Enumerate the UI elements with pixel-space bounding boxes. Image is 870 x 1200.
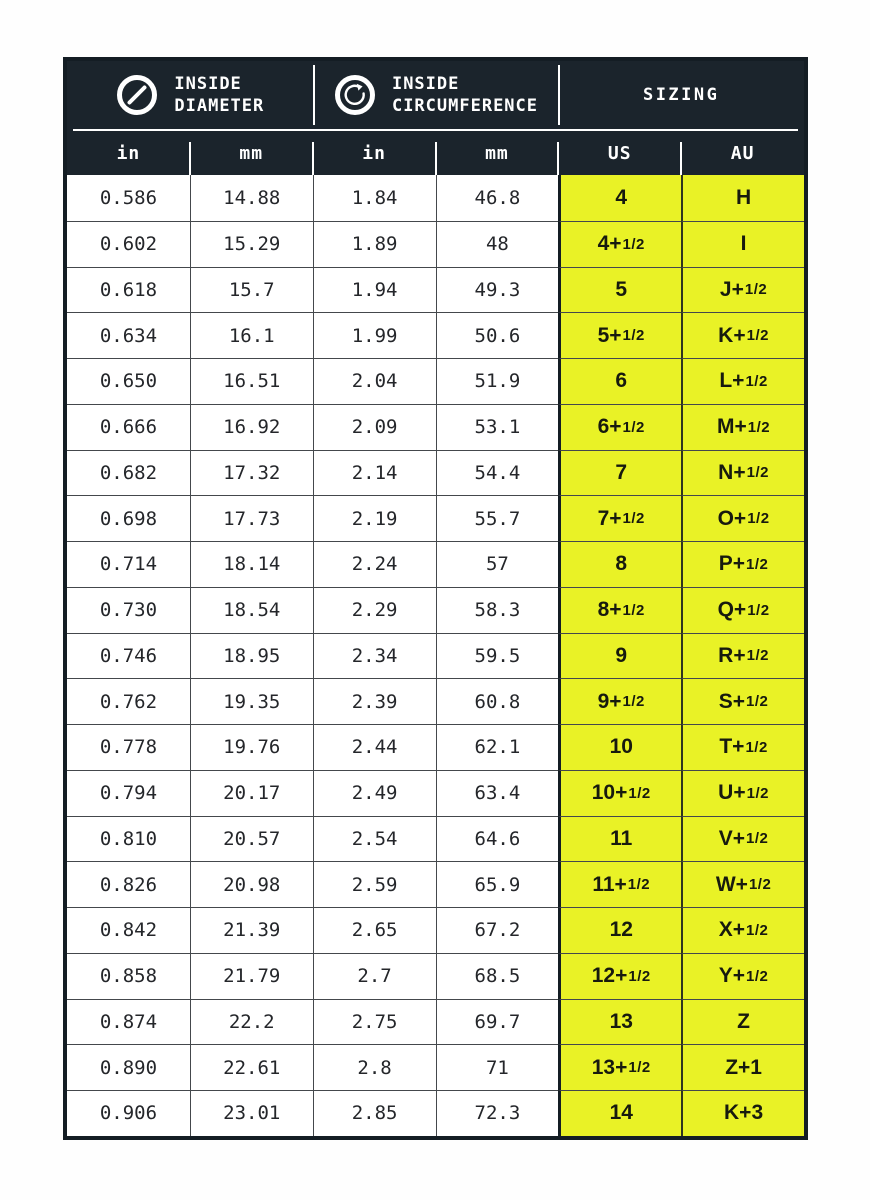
- cell-diameter-mm: 17.32: [190, 450, 313, 496]
- cell-circumference-mm: 64.6: [436, 816, 559, 862]
- cell-diameter-mm: 16.51: [190, 358, 313, 404]
- cell-size-au: S+ 1/2: [681, 678, 804, 724]
- column-header-row: [67, 131, 804, 175]
- sizing-label: SIZING: [642, 85, 720, 105]
- header-divider: [558, 65, 560, 125]
- column-header-circumference-mm: mm: [485, 142, 509, 164]
- cell-size-au: M+ 1/2: [681, 404, 804, 450]
- cell-size-au: H: [681, 175, 804, 221]
- cell-size-us: 7+ 1/2: [558, 495, 681, 541]
- cell-size-au: U+ 1/2: [681, 770, 804, 816]
- cell-circumference-mm: 55.7: [436, 495, 559, 541]
- cell-diameter-mm: 16.92: [190, 404, 313, 450]
- cell-diameter-in: 0.586: [99, 186, 158, 209]
- cell-size-us: 11+ 1/2: [558, 861, 681, 907]
- cell-circumference-mm: 54.4: [436, 450, 559, 496]
- cell-circumference-mm: 69.7: [436, 999, 559, 1045]
- cell-size-us: 13: [558, 999, 681, 1045]
- header-inside-circumference: [313, 73, 559, 117]
- cell-circumference-mm: 59.5: [436, 633, 559, 679]
- cell-size-us: 6+ 1/2: [558, 404, 681, 450]
- cell-diameter-mm: 18.95: [190, 633, 313, 679]
- column-header-au: AU: [730, 142, 755, 164]
- cell-diameter-mm: 23.01: [190, 1090, 313, 1136]
- cell-circumference-in: 2.24: [313, 541, 436, 587]
- cell-circumference-in: 2.54: [313, 816, 436, 862]
- cell-circumference-mm: 60.8: [436, 678, 559, 724]
- cell-size-au: O+ 1/2: [681, 495, 804, 541]
- cell-diameter-in: 0.650: [67, 358, 190, 404]
- cell-size-us: 8: [558, 541, 681, 587]
- cell-circumference-mm: 65.9: [436, 861, 559, 907]
- cell-size-au: R+ 1/2: [681, 633, 804, 679]
- cell-diameter-mm: 19.35: [190, 678, 313, 724]
- inside-diameter-label: INSIDE DIAMETER: [174, 73, 265, 116]
- cell-size-us: 10: [558, 724, 681, 770]
- cell-size-us: 6: [558, 358, 681, 404]
- cell-circumference-mm: 49.3: [436, 267, 559, 313]
- cell-size-au: K+ 1/2: [681, 312, 804, 358]
- cell-diameter-mm: 21.39: [190, 907, 313, 953]
- cell-size-us: 10+ 1/2: [558, 770, 681, 816]
- cell-circumference-mm: 46.8: [436, 175, 559, 221]
- column-header-us: US: [607, 142, 632, 164]
- cell-size-au: J+ 1/2: [681, 267, 804, 313]
- cell-size-us: 8+ 1/2: [558, 587, 681, 633]
- cell-diameter-in: 0.618: [67, 267, 190, 313]
- cell-circumference-mm: 48: [436, 221, 559, 267]
- cell-diameter-in: 0.634: [67, 312, 190, 358]
- cell-size-us: 14: [558, 1090, 681, 1136]
- header-inside-diameter: [67, 73, 313, 117]
- column-divider: [557, 142, 559, 175]
- cell-circumference-mm: 72.3: [436, 1090, 559, 1136]
- cell-size-au: T+ 1/2: [681, 724, 804, 770]
- cell-size-us: 11: [558, 816, 681, 862]
- cell-diameter-mm: 17.73: [190, 495, 313, 541]
- cell-size-us: 12: [558, 907, 681, 953]
- header-sizing: [558, 85, 804, 105]
- cell-diameter-in: 0.602: [67, 221, 190, 267]
- cell-circumference-in: 2.75: [313, 999, 436, 1045]
- cell-diameter-in: 0.906: [67, 1090, 190, 1136]
- cell-size-us: 9: [558, 633, 681, 679]
- header-divider: [313, 65, 315, 125]
- cell-circumference-mm: 68.5: [436, 953, 559, 999]
- cell-size-us: 13+ 1/2: [558, 1044, 681, 1090]
- cell-size-au: N+ 1/2: [681, 450, 804, 496]
- cell-diameter-mm: 22.2: [190, 999, 313, 1045]
- cell-size-au: K+3: [681, 1090, 804, 1136]
- cell-diameter-mm: 15.29: [190, 221, 313, 267]
- cell-size-au: L+ 1/2: [681, 358, 804, 404]
- cell-circumference-in: 2.04: [313, 358, 436, 404]
- cell-diameter-mm: 22.61: [190, 1044, 313, 1090]
- chart-header: [67, 61, 804, 129]
- cell-size-us: 7: [558, 450, 681, 496]
- cell-diameter-in: 0.730: [67, 587, 190, 633]
- column-header-diameter-in: in: [116, 142, 141, 164]
- cell-diameter-in: 0.842: [67, 907, 190, 953]
- cell-circumference-in: 2.14: [313, 450, 436, 496]
- column-header-circumference-in: in: [362, 142, 386, 164]
- cell-diameter-mm: 18.54: [190, 587, 313, 633]
- cell-diameter-in: 0.810: [67, 816, 190, 862]
- column-divider: [435, 142, 437, 175]
- cell-diameter-mm: 16.1: [190, 312, 313, 358]
- circumference-icon: [333, 73, 377, 117]
- cell-circumference-in: 1.84: [313, 175, 436, 221]
- cell-circumference-in: 2.44: [313, 724, 436, 770]
- cell-diameter-mm: 18.14: [190, 541, 313, 587]
- cell-circumference-in: 2.7: [313, 953, 436, 999]
- cell-diameter-mm: 19.76: [190, 724, 313, 770]
- cell-size-au: X+ 1/2: [681, 907, 804, 953]
- cell-diameter-in: 0.826: [67, 861, 190, 907]
- cell-diameter-in: 0.778: [67, 724, 190, 770]
- cell-diameter-in: 0.714: [67, 541, 190, 587]
- cell-size-au: P+ 1/2: [681, 541, 804, 587]
- cell-size-au: V+ 1/2: [681, 816, 804, 862]
- cell-circumference-in: 1.99: [313, 312, 436, 358]
- cell-size-us: 4+ 1/2: [558, 221, 681, 267]
- column-divider: [189, 142, 191, 175]
- cell-circumference-mm: 67.2: [436, 907, 559, 953]
- cell-size-au: Q+ 1/2: [681, 587, 804, 633]
- cell-circumference-mm: 71: [436, 1044, 559, 1090]
- cell-diameter-in: 0.666: [67, 404, 190, 450]
- cell-circumference-in: 2.19: [313, 495, 436, 541]
- cell-circumference-in: 2.59: [313, 861, 436, 907]
- cell-size-au: W+ 1/2: [681, 861, 804, 907]
- cell-diameter-in: 0.762: [67, 678, 190, 724]
- inside-circumference-label: INSIDE CIRCUMFERENCE: [391, 73, 539, 116]
- cell-circumference-in: 2.09: [313, 404, 436, 450]
- cell-circumference-mm: 51.9: [436, 358, 559, 404]
- cell-size-us: 4: [558, 175, 681, 221]
- column-divider: [312, 142, 314, 175]
- cell-circumference-in: 2.34: [313, 633, 436, 679]
- column-divider: [680, 142, 682, 175]
- cell-diameter-mm: 14.88: [190, 175, 313, 221]
- cell-circumference-mm: 53.1: [436, 404, 559, 450]
- cell-circumference-mm: 50.6: [436, 312, 559, 358]
- table-body: [67, 175, 804, 1136]
- cell-diameter-mm: 20.98: [190, 861, 313, 907]
- cell-diameter-mm: 20.57: [190, 816, 313, 862]
- cell-size-au: Z+1: [681, 1044, 804, 1090]
- cell-size-us: 5: [558, 267, 681, 313]
- cell-diameter-mm: 21.79: [190, 953, 313, 999]
- cell-size-us: 12+ 1/2: [558, 953, 681, 999]
- cell-size-au: Y+ 1/2: [681, 953, 804, 999]
- cell-diameter-in: 0.858: [67, 953, 190, 999]
- cell-circumference-in: 1.94: [313, 267, 436, 313]
- cell-circumference-in: 2.49: [313, 770, 436, 816]
- cell-circumference-in: 2.65: [313, 907, 436, 953]
- cell-diameter-in: 0.874: [67, 999, 190, 1045]
- cell-size-us: 5+ 1/2: [558, 312, 681, 358]
- cell-size-au: I: [681, 221, 804, 267]
- cell-circumference-mm: 62.1: [436, 724, 559, 770]
- cell-circumference-mm: 63.4: [436, 770, 559, 816]
- cell-size-us: 9+ 1/2: [558, 678, 681, 724]
- cell-circumference-in: 2.29: [313, 587, 436, 633]
- cell-diameter-mm: 15.7: [190, 267, 313, 313]
- cell-diameter-mm: 20.17: [190, 770, 313, 816]
- ring-size-chart: [63, 57, 808, 1140]
- cell-circumference-in: 2.85: [313, 1090, 436, 1136]
- cell-diameter-in: 0.682: [67, 450, 190, 496]
- cell-circumference-in: 2.39: [313, 678, 436, 724]
- cell-circumference-mm: 57: [436, 541, 559, 587]
- cell-diameter-in: 0.794: [67, 770, 190, 816]
- cell-circumference-in: 1.89: [313, 221, 436, 267]
- cell-diameter-in: 0.890: [67, 1044, 190, 1090]
- cell-size-au: Z: [681, 999, 804, 1045]
- diameter-icon: [115, 73, 159, 117]
- cell-circumference-mm: 58.3: [436, 587, 559, 633]
- cell-diameter-in: 0.746: [67, 633, 190, 679]
- cell-diameter-in: 0.698: [67, 495, 190, 541]
- cell-circumference-in: 2.8: [313, 1044, 436, 1090]
- column-header-diameter-mm: mm: [239, 142, 264, 164]
